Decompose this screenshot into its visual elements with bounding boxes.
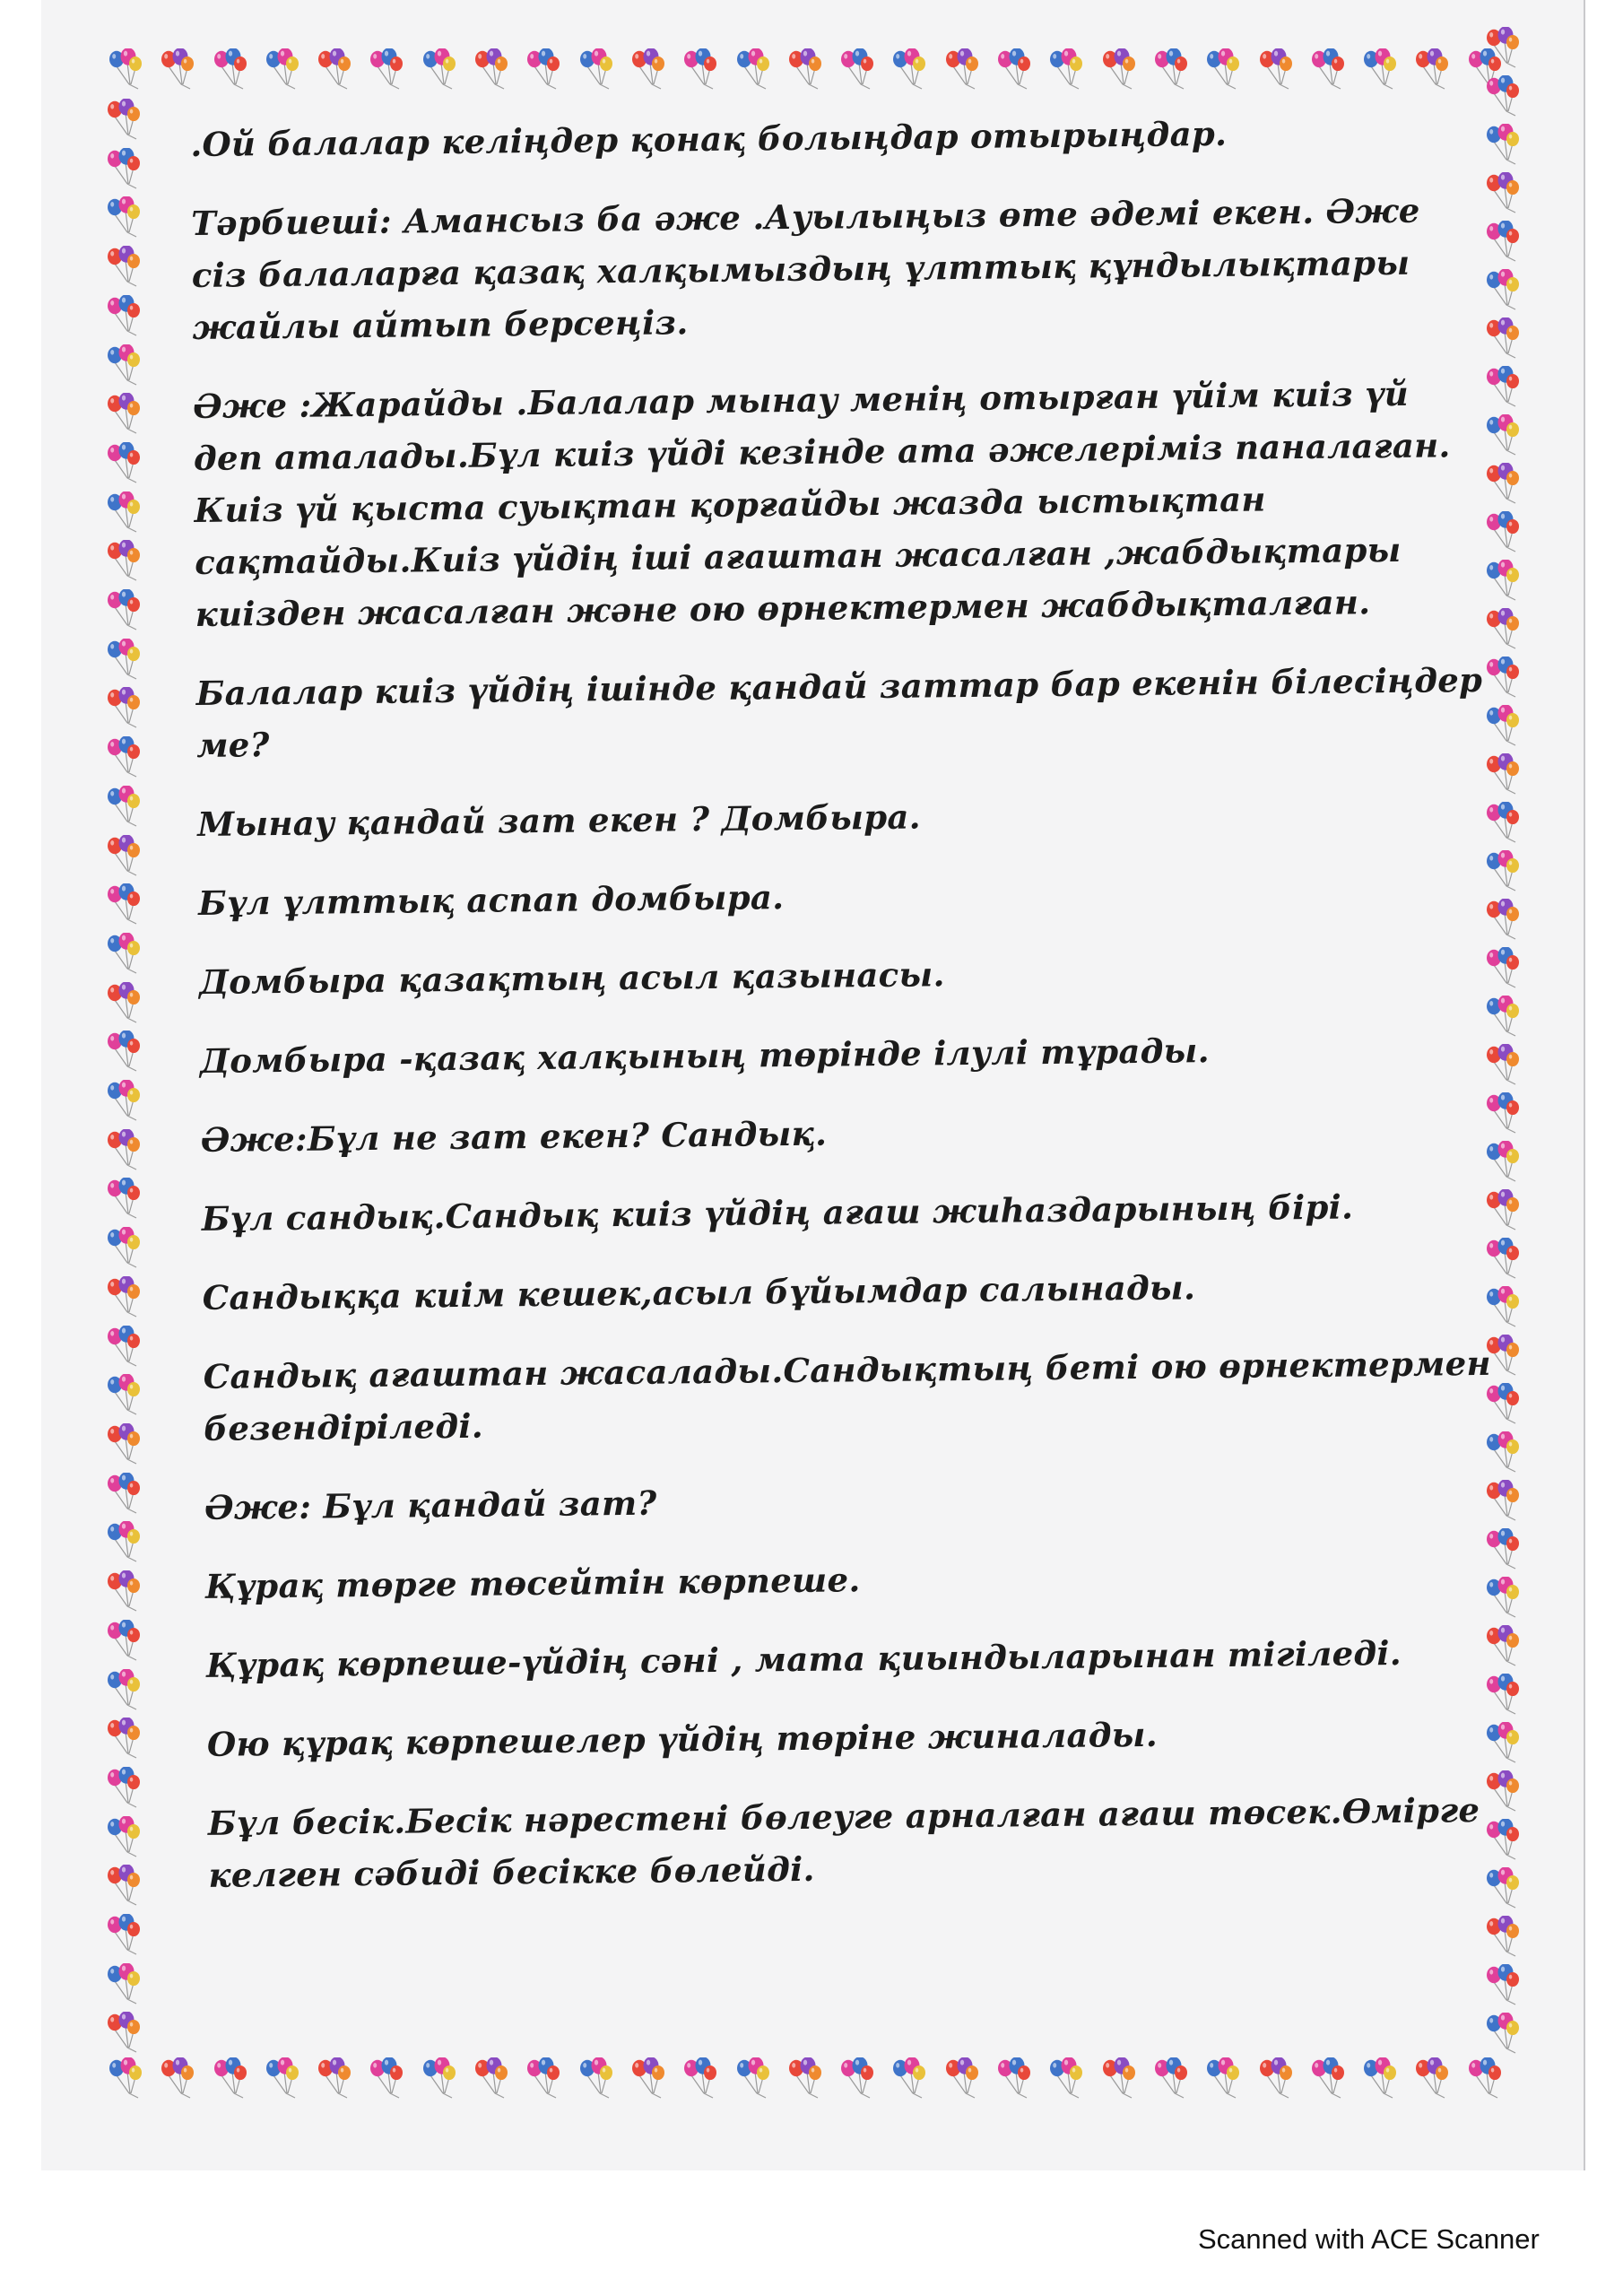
balloon-icon xyxy=(263,48,302,90)
balloon-icon xyxy=(577,2057,616,2099)
balloon-icon xyxy=(1099,2057,1139,2099)
balloon-icon xyxy=(1483,414,1523,456)
balloon-icon xyxy=(104,982,143,1023)
balloon-icon xyxy=(733,48,773,90)
paragraph: Ою құрақ көрпешелер үйдің төріне жиналады. xyxy=(206,1714,1159,1764)
paragraph: Бұл ұлттық аспап домбыра. xyxy=(197,877,785,923)
balloon-icon xyxy=(315,2057,354,2099)
balloon-icon xyxy=(104,1718,143,1759)
balloon-icon xyxy=(104,1423,143,1465)
balloon-icon xyxy=(104,835,143,876)
balloon-icon xyxy=(994,2057,1034,2099)
balloon-icon xyxy=(158,2057,197,2099)
balloon-icon xyxy=(104,1963,143,2005)
balloon-icon xyxy=(1046,2057,1086,2099)
balloon-icon xyxy=(104,1031,143,1072)
balloon-icon xyxy=(1483,511,1523,552)
balloon-icon xyxy=(263,2057,302,2099)
balloon-icon xyxy=(1308,2057,1348,2099)
balloon-icon xyxy=(420,48,459,90)
balloon-icon xyxy=(838,2057,877,2099)
balloon-icon xyxy=(785,48,825,90)
paragraph: .Ой балалар келіңдер қонақ болыңдар отырыңдар. xyxy=(190,113,1228,164)
balloon-icon xyxy=(104,2012,143,2053)
balloon-icon xyxy=(104,196,143,238)
paragraph: Әже: Бұл қандай зат? xyxy=(204,1483,657,1527)
balloon-icon xyxy=(104,1816,143,1857)
balloon-icon xyxy=(104,148,143,189)
balloon-icon xyxy=(104,491,143,533)
balloon-icon xyxy=(104,1080,143,1121)
balloon-border-top xyxy=(106,48,1505,93)
balloon-icon xyxy=(472,2057,511,2099)
balloon-icon xyxy=(1483,366,1523,407)
balloon-icon xyxy=(994,48,1034,90)
balloon-icon xyxy=(104,639,143,680)
balloon-icon xyxy=(681,48,720,90)
balloon-icon xyxy=(104,295,143,336)
balloon-icon xyxy=(1203,2057,1243,2099)
balloon-icon xyxy=(104,1129,143,1170)
balloon-icon xyxy=(1483,802,1523,843)
balloon-icon xyxy=(104,1276,143,1318)
balloon-icon xyxy=(104,1178,143,1219)
balloon-icon xyxy=(890,48,929,90)
balloon-icon xyxy=(681,2057,720,2099)
balloon-icon xyxy=(1412,2057,1452,2099)
balloon-icon xyxy=(104,344,143,386)
paragraph: Әже :Жарайды .Балалар мынау менің отырған үйім киіз үй деп аталады.Бұл киіз үйді кезінде ата әжелеріміз паналаған. Киіз үй қыста суықтан қорғайды жазда ыстықтан сақтайды.Киіз үйдің іші ағаштан жасалған ,жабдықтары киізден жасалған және ою өрнектермен жабдықталған. xyxy=(193,373,1451,634)
balloon-icon xyxy=(1483,753,1523,795)
paragraph: Домбыра -қазақ халқының төрінде ілулі тұрады. xyxy=(199,1031,1211,1081)
balloon-icon xyxy=(1483,2013,1523,2054)
balloon-border-bottom xyxy=(106,2057,1505,2102)
balloon-icon xyxy=(104,1473,143,1514)
balloon-icon xyxy=(1483,317,1523,359)
paragraph: Домбыра қазақтың асыл қазынасы. xyxy=(198,954,945,1002)
paragraph: Бұл сандық.Сандық киіз үйдің ағаш жиhаздарының бірі. xyxy=(201,1187,1354,1239)
balloon-icon xyxy=(104,246,143,287)
balloon-icon xyxy=(1483,172,1523,213)
balloon-icon xyxy=(367,48,406,90)
balloon-icon xyxy=(1256,2057,1296,2099)
paragraph: Құрақ төрге төсейтін көрпеше. xyxy=(204,1560,861,1606)
balloon-icon xyxy=(315,48,354,90)
balloon-icon xyxy=(524,48,563,90)
balloon-icon xyxy=(104,442,143,483)
balloon-icon xyxy=(942,48,982,90)
balloon-icon xyxy=(1046,48,1086,90)
balloon-icon xyxy=(890,2057,929,2099)
paragraph: Әже:Бұл не зат екен? Сандық. xyxy=(200,1113,828,1160)
paragraph: Сандық ағаштан жасалады.Сандықтың беті ою өрнектермен безендіріледі. xyxy=(203,1343,1491,1448)
balloon-icon xyxy=(1483,608,1523,649)
balloon-icon xyxy=(785,2057,825,2099)
balloon-icon xyxy=(104,1620,143,1661)
balloon-icon xyxy=(367,2057,406,2099)
balloon-icon xyxy=(1483,463,1523,504)
balloon-icon xyxy=(1203,48,1243,90)
balloon-icon xyxy=(420,2057,459,2099)
balloon-icon xyxy=(1483,1964,1523,2005)
balloon-icon xyxy=(1483,75,1523,117)
balloon-icon xyxy=(104,1669,143,1710)
balloon-icon xyxy=(1483,705,1523,746)
balloon-icon xyxy=(104,736,143,778)
balloon-icon xyxy=(104,1227,143,1268)
balloon-icon xyxy=(1099,48,1139,90)
balloon-icon xyxy=(104,1570,143,1612)
balloon-icon xyxy=(524,2057,563,2099)
scanner-watermark: Scanned with ACE Scanner xyxy=(1198,2223,1540,2255)
balloon-icon xyxy=(942,2057,982,2099)
balloon-icon xyxy=(838,48,877,90)
balloon-icon xyxy=(1483,27,1523,68)
balloon-icon xyxy=(104,99,143,140)
paragraph: Балалар киіз үйдің ішінде қандай заттар бар екенін білесіңдер ме? xyxy=(195,659,1483,765)
paragraph: Бұл бесік.Бесік нәрестені бөлеуге арналған ағаш төсек.Өмірге келген сәбиді бесікке бөлейді. xyxy=(207,1790,1480,1895)
balloon-icon xyxy=(104,540,143,581)
balloon-icon xyxy=(733,2057,773,2099)
balloon-icon xyxy=(104,1914,143,1955)
balloon-icon xyxy=(104,393,143,434)
balloon-icon xyxy=(472,48,511,90)
paragraph: Сандыққа киім кешек,асыл бұйымдар салынады. xyxy=(202,1267,1196,1318)
paragraph: Мынау қандай зат екен ? Домбыра. xyxy=(197,796,922,844)
balloon-icon xyxy=(1483,269,1523,310)
balloon-icon xyxy=(104,1521,143,1562)
balloon-icon xyxy=(104,1374,143,1415)
balloon-icon xyxy=(629,2057,668,2099)
balloon-icon xyxy=(577,48,616,90)
balloon-icon xyxy=(104,883,143,925)
balloon-icon xyxy=(1360,48,1400,90)
balloon-icon xyxy=(104,589,143,631)
balloon-border-left xyxy=(104,99,149,2054)
balloon-icon xyxy=(104,933,143,974)
balloon-icon xyxy=(211,48,250,90)
balloon-icon xyxy=(1308,48,1348,90)
balloon-icon xyxy=(1483,560,1523,601)
balloon-icon xyxy=(1483,1916,1523,1957)
balloon-icon xyxy=(106,48,145,90)
paragraph: Құрақ көрпеше-үйдің сәні , мата қиындыларынан тігіледі. xyxy=(205,1632,1402,1685)
balloon-icon xyxy=(106,2057,145,2099)
balloon-icon xyxy=(1483,124,1523,165)
balloon-icon xyxy=(104,687,143,728)
balloon-icon xyxy=(104,1767,143,1808)
balloon-icon xyxy=(1412,48,1452,90)
balloon-icon xyxy=(629,48,668,90)
balloon-icon xyxy=(104,1326,143,1367)
document-body xyxy=(190,105,1500,1928)
balloon-icon xyxy=(158,48,197,90)
balloon-icon xyxy=(104,1865,143,1906)
balloon-icon xyxy=(1151,2057,1191,2099)
balloon-icon xyxy=(1483,657,1523,698)
balloon-icon xyxy=(211,2057,250,2099)
balloon-icon xyxy=(1483,221,1523,262)
balloon-icon xyxy=(1256,48,1296,90)
balloon-icon xyxy=(1151,48,1191,90)
balloon-icon xyxy=(1465,2057,1505,2099)
balloon-icon xyxy=(1360,2057,1400,2099)
paragraph: Тәрбиеші: Амансыз ба әже .Ауылыңыз өте әдемі екен. Әже сіз балаларға қазақ халқымыздың ұлттық құндылықтары жайлы айтып берсеңіз. xyxy=(190,190,1420,347)
balloon-icon xyxy=(104,786,143,827)
